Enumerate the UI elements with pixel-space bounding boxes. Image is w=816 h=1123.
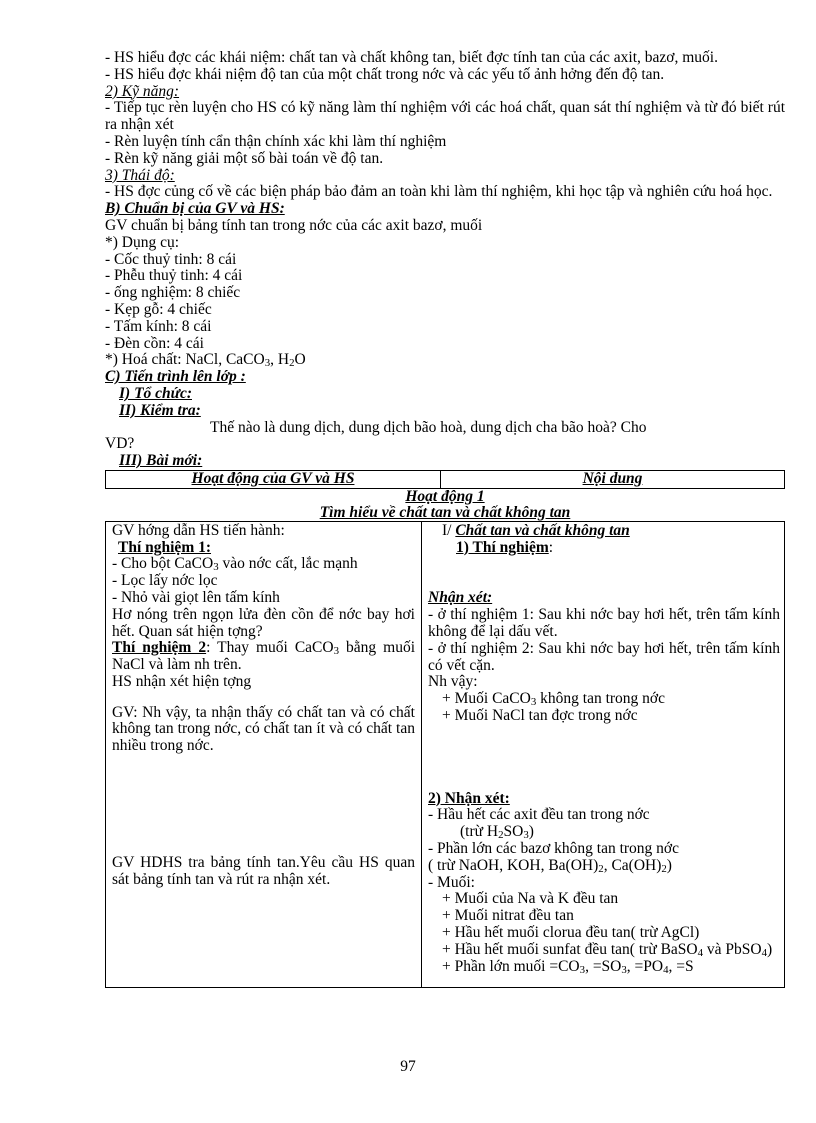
- text-line: (trừ $H_2SO_3$): [460, 823, 534, 842]
- text-line: GV: Nh vậy, ta nhận thấy có chất tan và có chất không tan trong nớc, có chất tan ít và có chất tan nhiều trong nớc.: [112, 703, 415, 755]
- text-line: - ở thí nghiệm 2: Sau khi nớc bay hơi hết, trên tấm kính có vết cặn.: [428, 639, 780, 674]
- tool-item: - Cốc thuỷ tinh: 8 cái: [105, 250, 237, 268]
- content-column: [422, 522, 784, 987]
- activity-title: Hoạt động 1: [405, 487, 485, 505]
- prep-line: GV chuẩn bị bảng tính tan trong nớc của các axit bazơ, muối: [105, 216, 483, 234]
- text-line: - Lọc lấy nớc lọc: [112, 572, 218, 590]
- tool-item: - Tấm kính: 8 cái: [105, 317, 212, 335]
- skill-line: - Rèn kỹ năng giải một số bài toán về độ tan.: [105, 149, 384, 167]
- section-heading: B) Chuẩn bị của GV và HS:: [105, 200, 285, 218]
- check-question: VD?: [105, 435, 135, 453]
- section-heading: 3) Thái độ:: [105, 166, 175, 184]
- text-line: GV HDHS tra bảng tính tan.Yêu cầu HS quan sát bảng tính tan và rút ra nhận xét.: [112, 854, 415, 888]
- text-line: Hơ nóng trên ngọn lửa đèn cồn để nớc bay hơi hết. Quan sát hiện tợng?: [112, 605, 415, 640]
- document-page: [105, 50, 785, 988]
- check-question: Thế nào là dung dịch, dung dịch bão hoà, dung dịch cha bão hoà? Cho: [210, 418, 647, 436]
- content-heading: 2) Nhận xét:: [428, 789, 510, 807]
- text-line: Nh vậy:: [428, 673, 478, 691]
- text-line: + Phần lớn muối $=CO_3$, $=SO_3$, $=PO_4$, =S: [442, 957, 694, 976]
- attitude-line: - HS đợc củng cố về các biện pháp bảo đảm an toàn khi làm thí nghiệm, khi học tập và nghiên cứu hoá học.: [105, 183, 773, 201]
- text-line: - Muối:: [428, 873, 475, 891]
- text-line: + Hầu hết muối clorua đều tan( trừ AgCl): [442, 924, 700, 942]
- text-line: - ở thí nghiệm 1: Sau khi nớc bay hơi hết, trên tấm kính không để lại dấu vết.: [428, 606, 780, 640]
- content-subheading: 1) Thí nghiệm:: [456, 538, 554, 556]
- objective-line: - HS hiểu đợc khái niệm độ tan của một chất trong nớc và các yếu tố ảnh hởng đến độ tan.: [105, 65, 665, 83]
- tool-item: - ống nghiệm: 8 chiếc: [105, 284, 241, 302]
- tool-item: - Kẹp gỗ: 4 chiếc: [105, 300, 212, 318]
- subsection-heading: I) Tổ chức:: [119, 384, 192, 402]
- skill-line: - Rèn luyện tính cẩn thận chính xác khi làm thí nghiệm: [105, 132, 447, 150]
- table-header: [105, 470, 785, 489]
- text-line: + Muối nitrat đều tan: [442, 907, 574, 925]
- subsection-heading: III) Bài mới:: [119, 452, 203, 470]
- text-line: + Hầu hết muối sunfat đều tan( trừ BaSO$_4$ và PbSO$_4$): [442, 940, 773, 959]
- activity-heading: [105, 489, 785, 521]
- activity-subtitle: Tìm hiểu về chất tan và chất không tan: [319, 503, 571, 521]
- text-line: ( trừ NaOH, KOH, $Ba(OH)_2$, $Ca(OH)_2$): [428, 856, 672, 875]
- text-line: Thí nghiệm 2: Thay muối CaCO$_3$ bằng muối NaCl và làm nh trên.: [112, 639, 415, 674]
- text-line: - Nhỏ vài giọt lên tấm kính: [112, 588, 280, 606]
- activity-table: [105, 521, 785, 988]
- subsection-heading: II) Kiểm tra:: [119, 401, 201, 419]
- content-heading: I/ Chất tan và chất không tan: [442, 521, 630, 539]
- text-line: - Phần lớn các bazơ không tan trong nớc: [428, 840, 679, 858]
- teacher-activities-column: [106, 522, 422, 987]
- page-number: 97: [400, 1058, 416, 1075]
- text-line: HS nhận xét hiện tợng: [112, 672, 252, 690]
- prep-line: *) Dụng cụ:: [105, 233, 180, 251]
- experiment-heading: Thí nghiệm 1:: [118, 538, 212, 556]
- skill-line: - Tiếp tục rèn luyện cho HS có kỹ năng làm thí nghiệm với các hoá chất, quan sát thí nghiệm và từ đó biết rút ra nhận xét: [105, 99, 785, 134]
- text-line: GV hớng dẫn HS tiến hành:: [112, 521, 285, 539]
- content-heading: Nhận xét:: [428, 589, 493, 607]
- text-line: - Cho bột CaCO$_3$ vào nớc cất, lắc mạnh: [112, 555, 358, 574]
- section-heading: 2) Kỹ năng:: [105, 82, 180, 100]
- text-line: + Muối của Na và K đều tan: [442, 890, 619, 908]
- chemicals-line: *) Hoá chất: NaCl, CaCO$_3$, $H_2O$: [105, 351, 306, 370]
- objective-line: - HS hiểu đợc các khái niệm: chất tan và chất không tan, biết đợc tính tan của các axit, bazơ, muối.: [105, 49, 718, 66]
- text-line: + Muối CaCO$_3$ không tan trong nớc: [442, 690, 665, 709]
- tool-item: - Phễu thuỷ tinh: 4 cái: [105, 267, 243, 285]
- section-heading: C) Tiến trình lên lớp :: [105, 368, 246, 386]
- tool-item: - Đèn cồn: 4 cái: [105, 334, 204, 352]
- header-content: Nội dung: [582, 469, 643, 487]
- header-activities: Hoạt động của GV và HS: [106, 471, 441, 488]
- text-line: + Muối NaCl tan đợc trong nớc: [442, 706, 638, 724]
- text-line: - Hầu hết các axit đều tan trong nớc: [428, 806, 650, 824]
